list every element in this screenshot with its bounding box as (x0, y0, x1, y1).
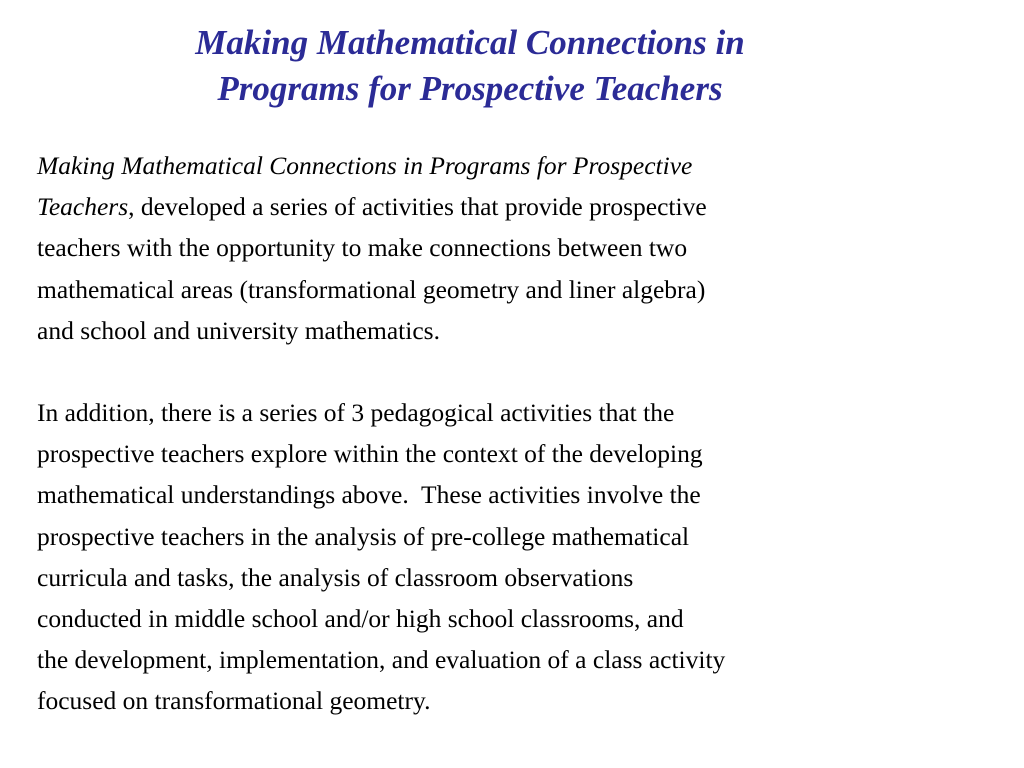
paragraph-line-rest: , developed a series of activities that provide prospective (128, 192, 707, 222)
paragraph-line: prospective teachers explore within the context of the developing (37, 439, 703, 469)
paragraph-overview (37, 145, 997, 351)
paragraph-line: prospective teachers in the analysis of pre-college mathematical (37, 521, 690, 551)
paragraph-line: In addition, there is a series of 3 pedagogical activities that the (37, 398, 675, 428)
paragraph-line: curricula and tasks, the analysis of classroom observations (37, 562, 634, 592)
slide-title-line-2: Programs for Prospective Teachers (217, 69, 723, 108)
slide-title (60, 20, 880, 112)
paragraph-line: mathematical understandings above. These activities involve the (37, 480, 701, 510)
slide-title-line-1: Making Mathematical Connections in (195, 23, 745, 62)
slide-body (37, 145, 997, 722)
program-name-fragment: Teachers (37, 192, 129, 222)
paragraph-line (37, 186, 997, 227)
paragraph-line: and school and university mathematics. (37, 315, 440, 345)
paragraph-pedagogical-activities (37, 392, 997, 722)
paragraph-line: mathematical areas (transformational geometry and liner algebra) (37, 274, 706, 304)
paragraph-line: the development, implementation, and evaluation of a class activity (37, 645, 726, 675)
paragraph-line: focused on transformational geometry. (37, 686, 431, 716)
paragraph-line: Making Mathematical Connections in Programs for Prospective (37, 151, 693, 180)
paragraph-line: conducted in middle school and/or high school classrooms, and (37, 604, 684, 634)
paragraph-line: teachers with the opportunity to make connections between two (37, 233, 688, 263)
